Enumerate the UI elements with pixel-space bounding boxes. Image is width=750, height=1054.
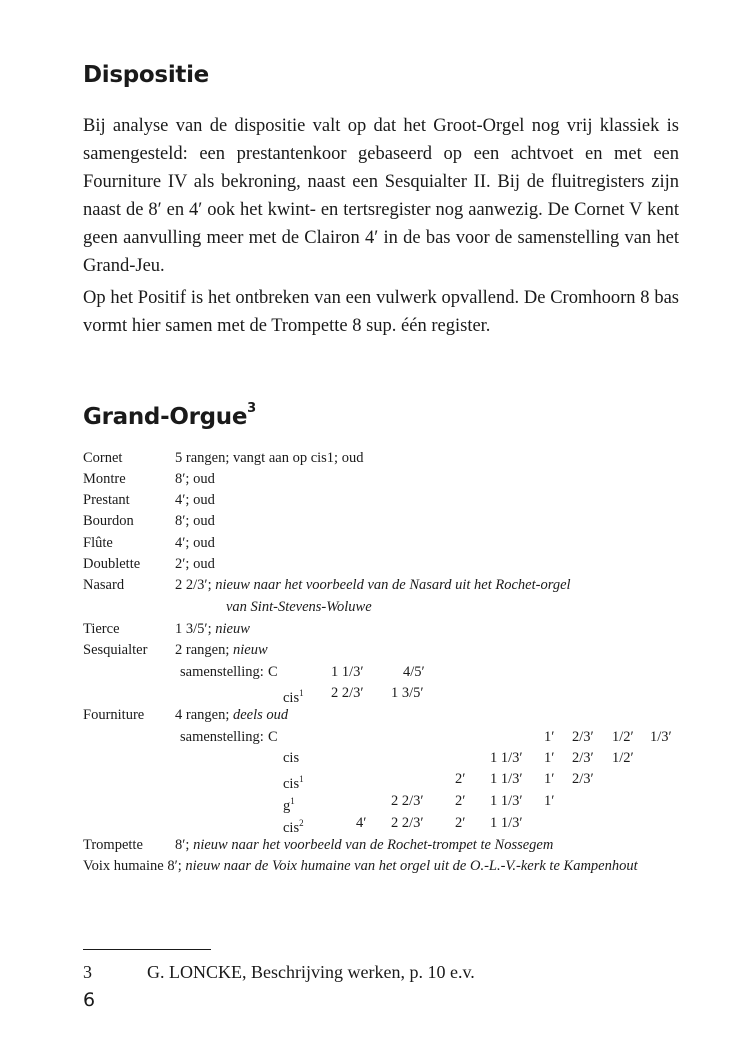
comp-note: cis (283, 750, 300, 766)
comp-value: 2 2/3′ (331, 685, 364, 701)
stop-note: deels oud (232, 707, 289, 723)
stop-note: nieuw (232, 642, 268, 658)
stop-desc (175, 705, 288, 726)
stop-pitch: 2 rangen; (175, 642, 230, 658)
stop-row-nasard (83, 575, 693, 596)
comp-value: 1/2′ (612, 729, 634, 745)
stop-pitch: 2 2/3′; (175, 577, 212, 593)
comp-note-text: cis (283, 689, 300, 706)
stop-pitch: 8′; (167, 858, 182, 874)
comp-note: C (268, 729, 278, 745)
comp-value: 1/2′ (612, 750, 634, 766)
comp-value: 1 1/3′ (331, 664, 364, 680)
stop-row-fourniture (83, 705, 693, 726)
stop-name: Tierce (83, 621, 120, 637)
stop-name: Doublette (83, 556, 141, 572)
heading-text: Grand-Orgue (83, 404, 248, 430)
comp-value: 4/5′ (403, 664, 425, 680)
comp-note-text: cis (283, 819, 300, 836)
comp-note: C (268, 664, 278, 680)
comp-note-text: g (283, 797, 291, 814)
comp-note-sup: 1 (299, 688, 304, 698)
stop-row-sesquialter (83, 640, 693, 661)
stop-row-prestant (83, 490, 693, 511)
fourniture-comp-row-4 (83, 791, 693, 812)
page-number: 6 (83, 989, 96, 1011)
stop-name: Fourniture (83, 707, 145, 723)
stop-desc (175, 575, 571, 596)
stop-row-trompette (83, 835, 693, 856)
stop-name: Flûte (83, 535, 113, 551)
stop-name: Montre (83, 471, 126, 487)
composition-label: samenstelling: (180, 729, 264, 745)
stop-desc: 4′; oud (175, 492, 215, 508)
comp-note-sup: 2 (299, 818, 304, 828)
sesquialter-comp-row-2 (83, 683, 693, 704)
stop-row-cornet (83, 448, 693, 469)
section-heading-dispositie: Dispositie (83, 62, 209, 88)
composition-label: samenstelling: (180, 664, 264, 680)
comp-value: 1 3/5′ (391, 685, 424, 701)
stop-desc (175, 619, 250, 640)
footnote-number: 3 (83, 962, 92, 982)
comp-value: 2 2/3′ (391, 793, 424, 809)
comp-value: 2/3′ (572, 729, 594, 745)
stop-row-flute (83, 533, 693, 554)
stop-row-nasard-cont (83, 597, 693, 618)
paragraph-positif: Op het Positif is het ontbreken van een vulwerk opvallend. De Cromhoorn 8 bas vormt hier samen met de Trompette 8 sup. één register. (83, 288, 679, 336)
stop-pitch: 1 3/5′; (175, 621, 212, 637)
comp-value: 2′ (455, 815, 466, 831)
paragraph-analysis: Bij analyse van de dispositie valt op dat het Groot-Orgel nog vrij klassiek is samengesteld: een prestantenkoor gebaseerd op een achtvoet en met een Fourniture IV als bekroning, naast een Sesquialter II. Bij de fluitregisters zijn naast de 8′ en 4′ ook het kwint- en tertsregister nog aanwezig. De Cornet V kent geen aanvulling meer met de Clairon 4′ in de bas voor de samenstelling van het Grand-Jeu. (83, 116, 679, 276)
stop-note: nieuw naar het voorbeeld van de Rochet-trompet te Nossegem (193, 837, 554, 853)
comp-value: 4′ (356, 815, 367, 831)
stop-row-montre (83, 469, 693, 490)
comp-value: 1 1/3′ (490, 815, 523, 831)
stop-pitch: 8′; (175, 837, 190, 853)
comp-value: 2/3′ (572, 750, 594, 766)
footnote-divider (83, 949, 211, 950)
comp-value: 1′ (544, 793, 555, 809)
stop-row-voix-humaine (83, 856, 693, 877)
comp-note-text: cis (283, 775, 300, 792)
stop-pitch: 4 rangen; (175, 707, 230, 723)
stop-name: Nasard (83, 577, 125, 593)
stop-name-text: Voix humaine (83, 858, 164, 874)
stop-note-continued: van Sint-Stevens-Woluwe (226, 599, 372, 615)
footnote-text: G. LONCKE, Beschrijving werken, p. 10 e.v. (147, 962, 475, 982)
fourniture-comp-row-2 (83, 748, 693, 769)
stop-name: Sesquialter (83, 642, 148, 658)
stop-name (83, 856, 638, 877)
comp-value: 2′ (455, 793, 466, 809)
fourniture-comp-row-1 (83, 727, 693, 748)
stop-name: Trompette (83, 837, 143, 853)
stop-name: Cornet (83, 450, 123, 466)
stop-row-tierce (83, 619, 693, 640)
footnote-ref: 3 (247, 401, 256, 417)
sesquialter-comp-row-1 (83, 662, 693, 683)
stop-name: Bourdon (83, 513, 134, 529)
comp-value: 2/3′ (572, 771, 594, 787)
stop-row-doublette (83, 554, 693, 575)
stop-note: nieuw (215, 621, 250, 637)
comp-note-sup: 1 (290, 796, 295, 806)
fourniture-comp-row-5 (83, 813, 693, 834)
stop-note: nieuw naar de Voix humaine van het orgel uit de O.-L.-V.-kerk te Kampenhout (185, 858, 638, 874)
comp-value: 1′ (544, 771, 555, 787)
stop-row-bourdon (83, 511, 693, 532)
comp-value: 1 1/3′ (490, 793, 523, 809)
comp-value: 1′ (544, 750, 555, 766)
stop-desc: 8′; oud (175, 513, 215, 529)
stop-name: Prestant (83, 492, 130, 508)
stop-desc (175, 640, 268, 661)
stop-desc: 5 rangen; vangt aan op cis1; oud (175, 450, 364, 466)
stop-note: nieuw naar het voorbeeld van de Nasard uit het Rochet-orgel (215, 577, 571, 593)
comp-value: 1 1/3′ (490, 750, 523, 766)
comp-value: 1/3′ (650, 729, 672, 745)
fourniture-comp-row-3 (83, 769, 693, 790)
stop-desc (175, 835, 553, 856)
comp-value: 1 1/3′ (490, 771, 523, 787)
comp-value: 1′ (544, 729, 555, 745)
comp-value: 2 2/3′ (391, 815, 424, 831)
section-heading-grand-orgue (83, 401, 256, 430)
comp-value: 2′ (455, 771, 466, 787)
stop-desc: 8′; oud (175, 471, 215, 487)
stop-desc: 4′; oud (175, 535, 215, 551)
stop-desc: 2′; oud (175, 556, 215, 572)
comp-note-sup: 1 (299, 774, 304, 784)
